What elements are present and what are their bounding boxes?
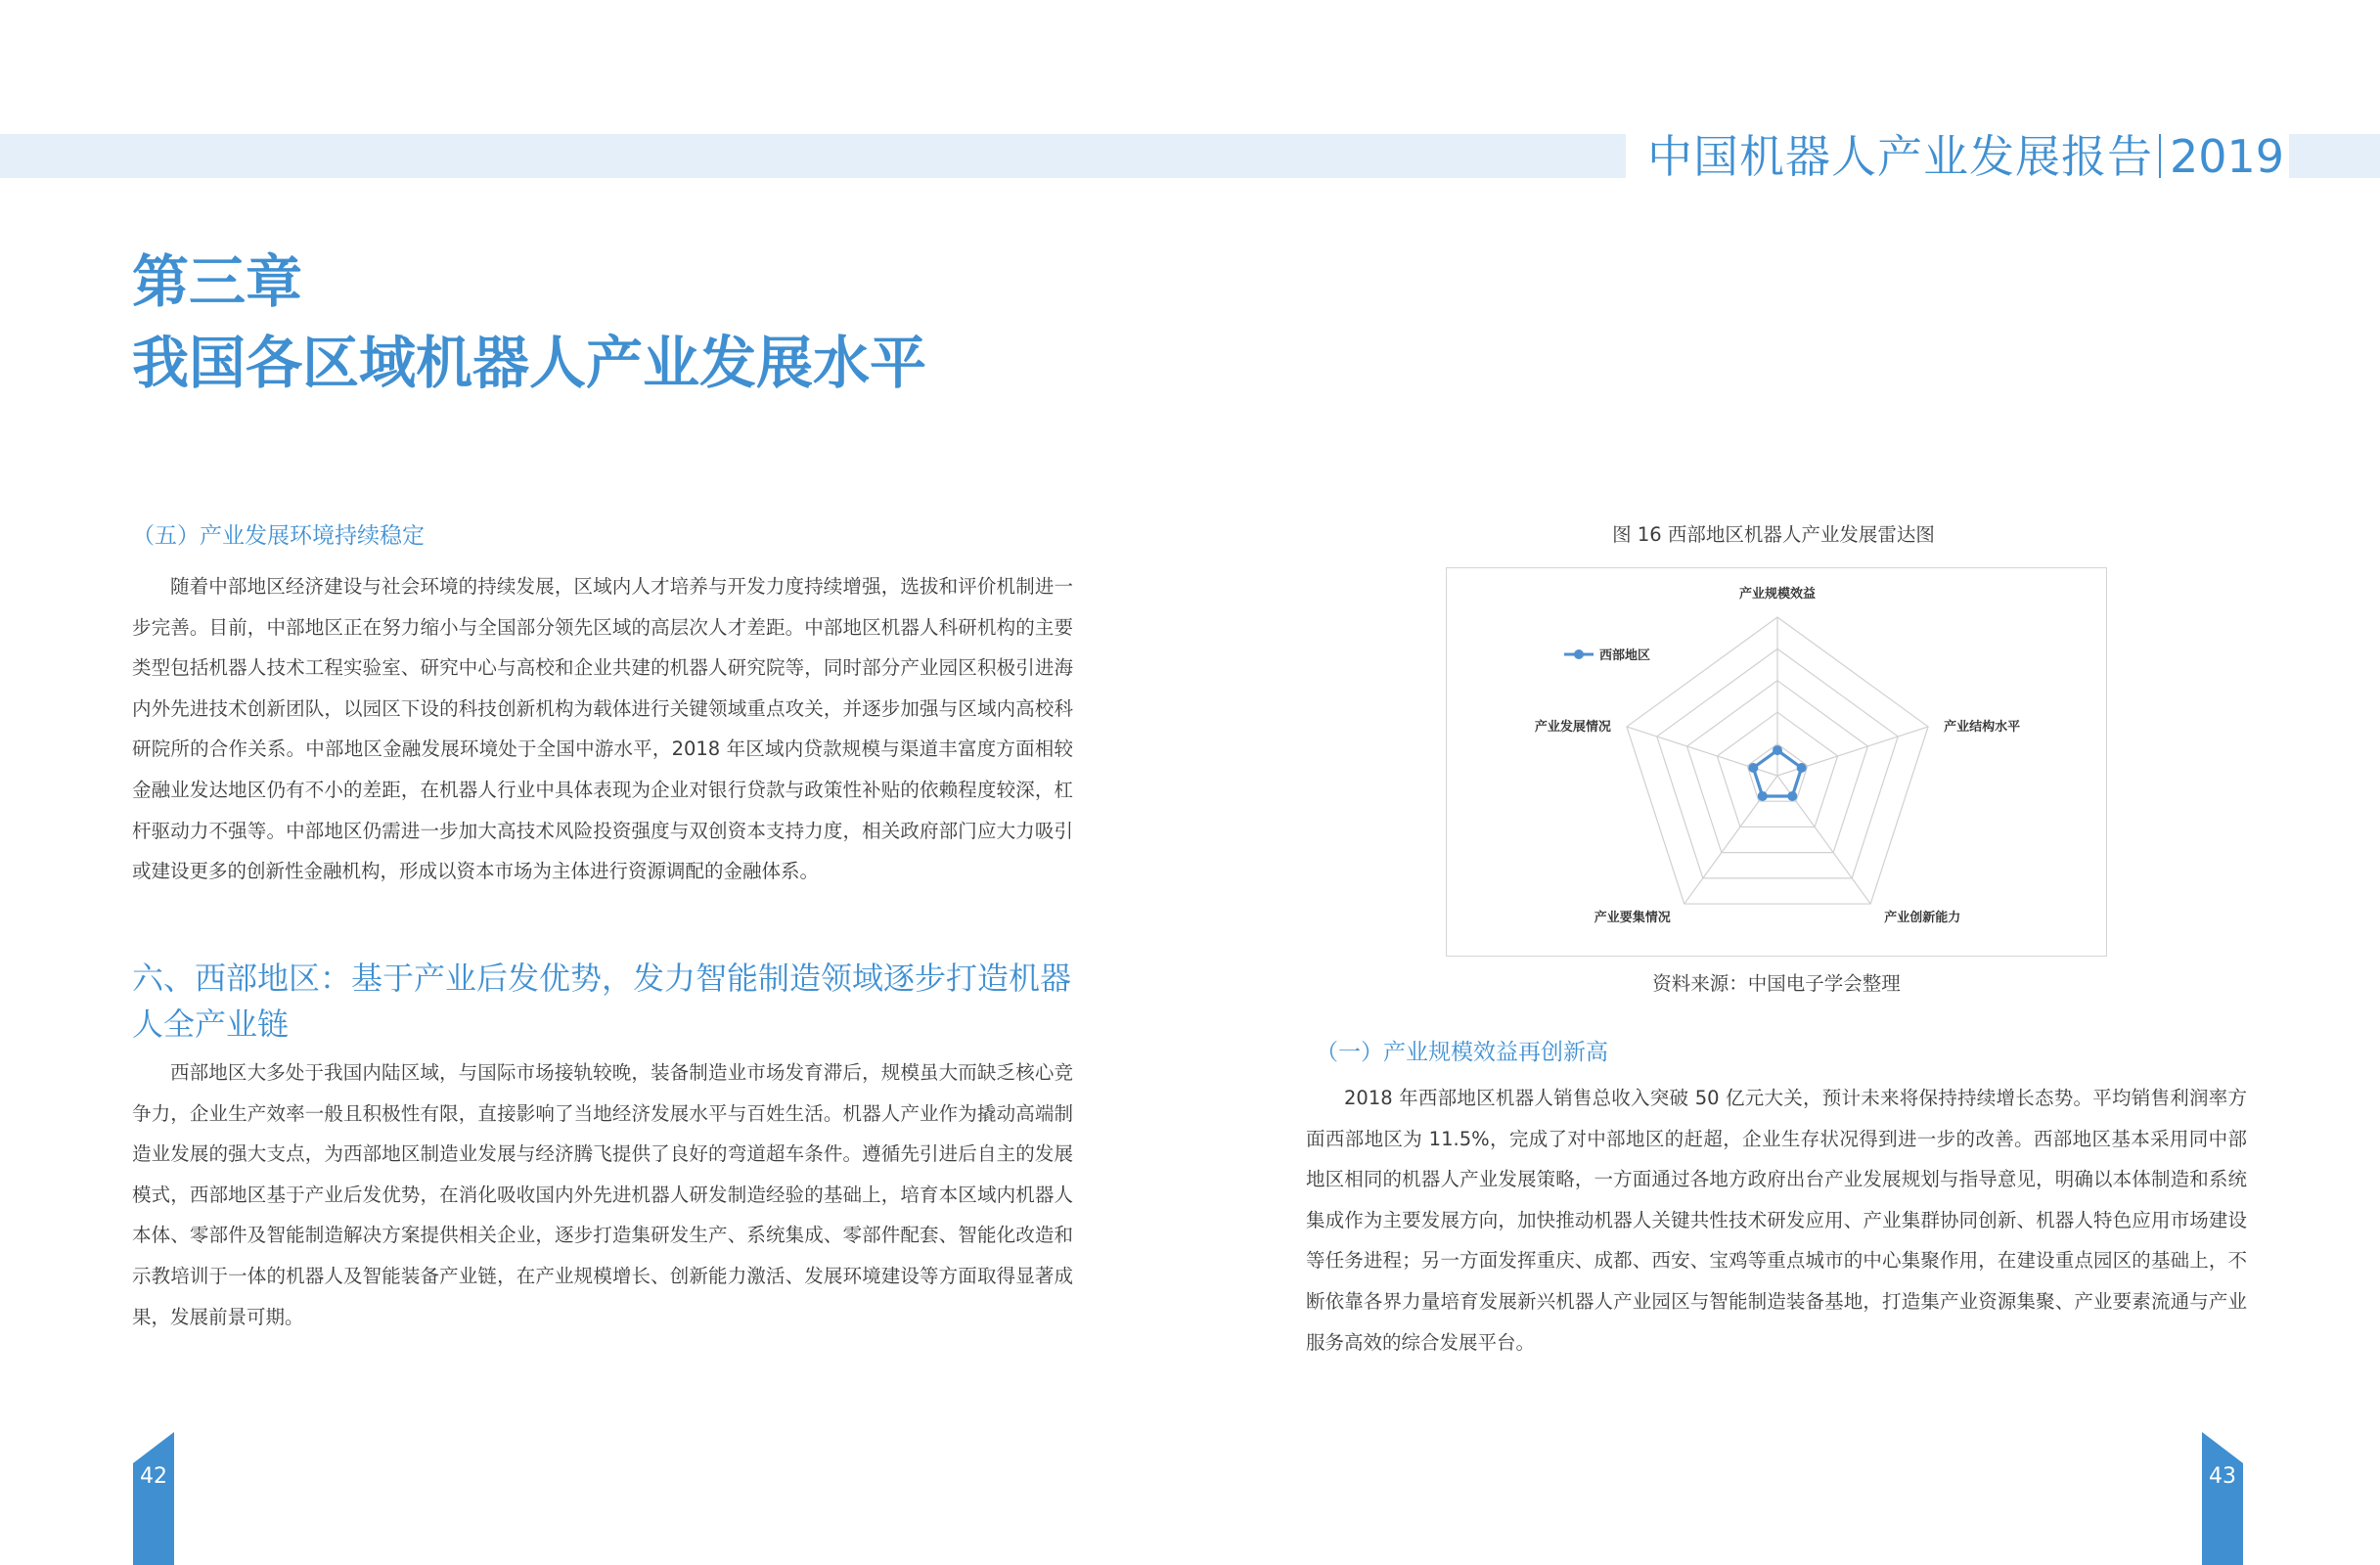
page-tab-left: [133, 1432, 174, 1565]
paragraph-west-scale: 2018 年西部地区机器人销售总收入突破 50 亿元大关，预计未来将保持持续增长态势。平均销售利润率方面西部地区为 11.5%，完成了对中部地区的赶超，企业生存状况得到进一步的改善。西部地区基本采用同中部地区相同的机器人产业发展策略，一方面通过各地方政府出台产业发展规划与指导意见，明确以本体制造和系统集成作为主要发展方向，加快推动机器人关键共性技术研发应用、产业集群协同创新、机器人特色应用市场建设等任务进程；另一方面发挥重庆、成都、西安、宝鸡等重点城市的中心集聚作用，在建设重点园区的基础上，不断依靠各界力量培育发展新兴机器人产业园区与智能制造装备基地，打造集产业资源集聚、产业要素流通与产业服务高效的综合发展平台。: [1306, 1087, 2247, 1354]
radar-point: [1787, 791, 1797, 801]
subsection-title-environment: （五）产业发展环境持续稳定: [132, 523, 425, 549]
legend-marker: [1574, 649, 1584, 659]
section-title-west: 六、西部地区：基于产业后发优势，发力智能制造领域逐步打造机器人全产业链: [132, 960, 1072, 1043]
paragraph-west-overview: 西部地区大多处于我国内陆区域，与国际市场接轨较晚，装备制造业市场发育滞后，规模虽大而缺乏核心竞争力，企业生产效率一般且积极性有限，直接影响了当地经济发展水平与百姓生活。机器人产业作为撬动高端制造业发展的强大支点，为西部地区制造业发展与经济腾飞提供了良好的弯道超车条件。遵循先引进后自主的发展模式，西部地区基于产业后发优势，在消化吸收国内外先进机器人研发制造经验的基础上，培育本区域内机器人本体、零部件及智能制造解决方案提供相关企业，逐步打造集研发生产、系统集成、零部件配套、智能化改造和示教培训于一体的机器人及智能装备产业链，在产业规模增长、创新能力激活、发展环境建设等方面取得显著成果，发展前景可期。: [132, 1061, 1073, 1328]
radar-point: [1758, 791, 1768, 801]
subsection-title-scale: （一）产业规模效益再创新高: [1316, 1040, 1608, 1065]
radar-spokes: [1627, 617, 1928, 904]
radar-chart: [1447, 568, 2108, 958]
page-tab-right: [2202, 1432, 2243, 1565]
legend-label: 西部地区: [1599, 648, 1651, 663]
paragraph-talent-finance: 随着中部地区经济建设与社会环境的持续发展，区域内人才培养与开发力度持续增强，选拔和评价机制进一步完善。目前，中部地区正在努力缩小与全国部分领先区域的高层次人才差距。中部地区机器人科研机构的主要类型包括机器人技术工程实验室、研究中心与高校和企业共建的机器人研究院等，同时部分产业园区积极引进海内外先进技术创新团队，以园区下设的科技创新机构为载体进行关键领域重点攻关，并逐步加强与区域内高校科研院所的合作关系。中部地区金融发展环境处于全国中游水平，2018 年区域内贷款规模与渠道丰富度方面相较金融业发达地区仍有不小的差距，在机器人行业中具体表现为企业对银行贷款与政策性补贴的依赖程度较深，杠杆驱动力不强等。中部地区仍需进一步加大高技术风险投资强度与双创资本支持力度，相关政府部门应大力吸引或建设更多的创新性金融机构，形成以资本市场为主体进行资源调配的金融体系。: [132, 575, 1073, 883]
header-divider: [2159, 134, 2161, 178]
radar-axis-label: 产业规模效益: [1738, 587, 1817, 602]
radar-axis-label: 产业要集情况: [1594, 911, 1671, 926]
report-year: 2019: [2170, 130, 2285, 183]
radar-point: [1797, 763, 1807, 773]
report-title: 中国机器人产业发展报告: [1647, 130, 2153, 183]
radar-axis-label: 产业结构水平: [1944, 719, 2021, 735]
radar-axis-label: 产业创新能力: [1884, 911, 1961, 926]
radar-chart-frame: [1446, 567, 2107, 957]
radar-axis-label: 产业发展情况: [1534, 719, 1611, 735]
page-number-right: 43: [2209, 1464, 2236, 1489]
radar-point: [1773, 745, 1782, 755]
page-number-left: 42: [140, 1464, 167, 1489]
figure-source-note: 资料来源：中国电子学会整理: [1652, 972, 1901, 995]
radar-legend: [1564, 648, 1650, 663]
chapter-title: 我国各区域机器人产业发展水平: [132, 330, 927, 396]
figure-caption: 图 16 西部地区机器人产业发展雷达图: [1612, 523, 1935, 546]
radar-point: [1748, 763, 1758, 773]
chapter-number: 第三章: [132, 248, 303, 315]
